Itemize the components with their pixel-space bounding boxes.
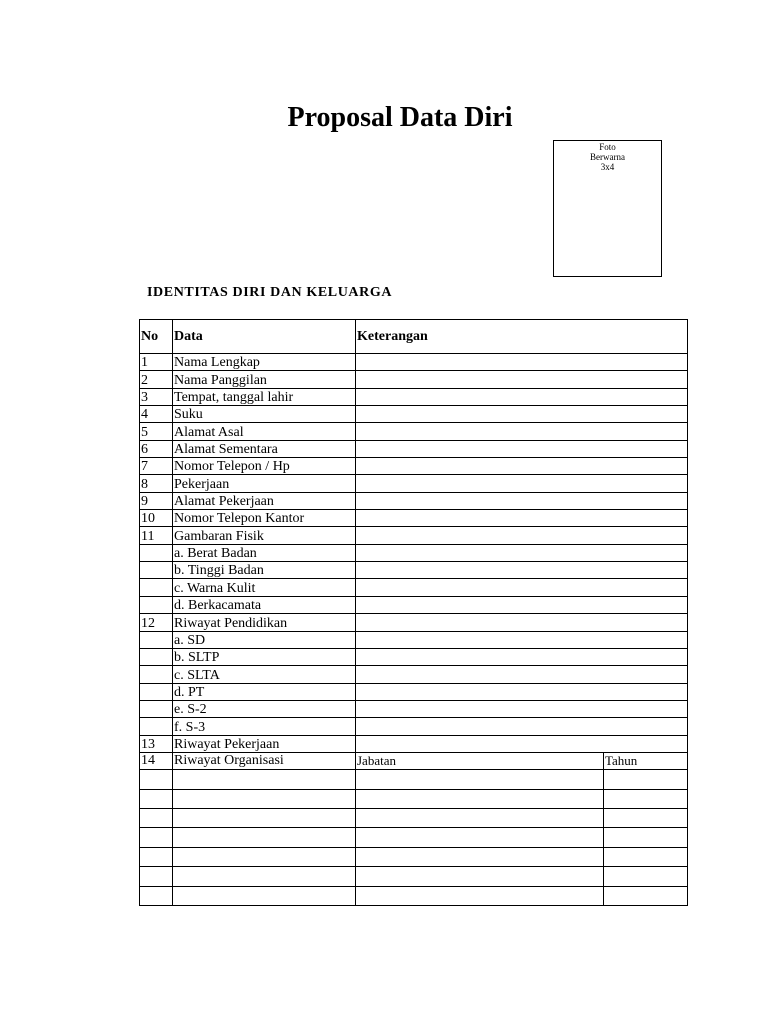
blank-no-cell[interactable] (140, 770, 173, 789)
table-row (140, 423, 688, 440)
table-row (140, 354, 688, 371)
table-row (140, 440, 688, 457)
organisasi-name-field[interactable] (173, 828, 356, 847)
row-keterangan-field[interactable] (356, 579, 688, 596)
row-data-label: c. Warna Kulit (173, 579, 356, 596)
table-header-row (140, 320, 688, 354)
photo-label-line1: Foto (599, 142, 616, 152)
organisasi-name-field[interactable] (173, 770, 356, 789)
organisasi-entry-row (140, 789, 688, 808)
row-keterangan-field[interactable] (356, 596, 688, 613)
table-row (140, 406, 688, 423)
tahun-header: Tahun (604, 752, 688, 769)
tahun-field[interactable] (604, 828, 688, 847)
table-row (140, 492, 688, 509)
row-number: 8 (140, 475, 173, 492)
row-number: 5 (140, 423, 173, 440)
row-number (140, 562, 173, 579)
row-keterangan-field[interactable] (356, 423, 688, 440)
row-number: 13 (140, 735, 173, 752)
row-number: 14 (140, 752, 173, 769)
blank-no-cell[interactable] (140, 828, 173, 847)
row-keterangan-field[interactable] (356, 527, 688, 544)
row-number: 9 (140, 492, 173, 509)
tahun-field[interactable] (604, 770, 688, 789)
table-row (140, 614, 688, 631)
table-row (140, 510, 688, 527)
table-row (140, 735, 688, 752)
table-row (140, 527, 688, 544)
row-data-label: Suku (173, 406, 356, 423)
row-keterangan-field[interactable] (356, 475, 688, 492)
page-title: Proposal Data Diri (287, 102, 513, 133)
row-keterangan-field[interactable] (356, 458, 688, 475)
row-keterangan-field[interactable] (356, 700, 688, 717)
table-row (140, 388, 688, 405)
table-row (140, 700, 688, 717)
row-data-label: Alamat Sementara (173, 440, 356, 457)
row-data-label: b. SLTP (173, 648, 356, 665)
row-keterangan-field[interactable] (356, 510, 688, 527)
row-number: 6 (140, 440, 173, 457)
row-number (140, 544, 173, 561)
header-data: Data (173, 320, 356, 354)
row-data-label: d. PT (173, 683, 356, 700)
table-row (140, 718, 688, 735)
row-keterangan-field[interactable] (356, 614, 688, 631)
row-number: 3 (140, 388, 173, 405)
table-row (140, 475, 688, 492)
row-data-label: Gambaran Fisik (173, 527, 356, 544)
row-number (140, 596, 173, 613)
row-data-label: Nomor Telepon / Hp (173, 458, 356, 475)
row-data-label: Nama Panggilan (173, 371, 356, 388)
table-row (140, 579, 688, 596)
row-keterangan-field[interactable] (356, 354, 688, 371)
row-number: 1 (140, 354, 173, 371)
section-title: IDENTITAS DIRI DAN KELUARGA (147, 285, 393, 300)
table-row-organisasi (140, 752, 688, 769)
row-data-label: Riwayat Pekerjaan (173, 735, 356, 752)
row-data-label: Tempat, tanggal lahir (173, 388, 356, 405)
row-keterangan-field[interactable] (356, 718, 688, 735)
photo-label-line3: 3x4 (600, 162, 615, 172)
row-keterangan-field[interactable] (356, 631, 688, 648)
row-keterangan-field[interactable] (356, 648, 688, 665)
row-data-label: Pekerjaan (173, 475, 356, 492)
jabatan-field[interactable] (356, 886, 604, 905)
tahun-field[interactable] (604, 789, 688, 808)
organisasi-name-field[interactable] (173, 789, 356, 808)
blank-no-cell[interactable] (140, 809, 173, 828)
organisasi-name-field[interactable] (173, 886, 356, 905)
row-number (140, 648, 173, 665)
tahun-field[interactable] (604, 809, 688, 828)
row-data-label: e. S-2 (173, 700, 356, 717)
table-row (140, 562, 688, 579)
row-data-label: Riwayat Pendidikan (173, 614, 356, 631)
row-number (140, 718, 173, 735)
row-data-label: a. SD (173, 631, 356, 648)
row-number (140, 579, 173, 596)
blank-no-cell[interactable] (140, 867, 173, 886)
row-number: 4 (140, 406, 173, 423)
row-data-label: Alamat Pekerjaan (173, 492, 356, 509)
blank-no-cell[interactable] (140, 847, 173, 866)
organisasi-entry-row (140, 886, 688, 905)
row-keterangan-field[interactable] (356, 371, 688, 388)
jabatan-field[interactable] (356, 847, 604, 866)
row-data-label: Nomor Telepon Kantor (173, 510, 356, 527)
organisasi-entry-row (140, 809, 688, 828)
header-no: No (140, 320, 173, 354)
organisasi-name-field[interactable] (173, 847, 356, 866)
row-data-label: d. Berkacamata (173, 596, 356, 613)
blank-no-cell[interactable] (140, 886, 173, 905)
row-keterangan-field[interactable] (356, 735, 688, 752)
row-data-label: Nama Lengkap (173, 354, 356, 371)
identity-table (139, 319, 688, 906)
row-number: 12 (140, 614, 173, 631)
row-keterangan-field[interactable] (356, 683, 688, 700)
row-keterangan-field[interactable] (356, 544, 688, 561)
table-row (140, 666, 688, 683)
row-data-label: Alamat Asal (173, 423, 356, 440)
organisasi-name-field[interactable] (173, 809, 356, 828)
organisasi-entry-row (140, 828, 688, 847)
table-row (140, 371, 688, 388)
row-number: 10 (140, 510, 173, 527)
blank-no-cell[interactable] (140, 789, 173, 808)
table-row (140, 631, 688, 648)
table-row (140, 596, 688, 613)
jabatan-field[interactable] (356, 770, 604, 789)
row-number (140, 666, 173, 683)
row-keterangan-field[interactable] (356, 492, 688, 509)
table-row (140, 648, 688, 665)
tahun-field[interactable] (604, 847, 688, 866)
row-number (140, 700, 173, 717)
organisasi-entry-row (140, 770, 688, 789)
row-data-label: c. SLTA (173, 666, 356, 683)
row-keterangan-field[interactable] (356, 440, 688, 457)
jabatan-field[interactable] (356, 828, 604, 847)
organisasi-entry-row (140, 867, 688, 886)
jabatan-field[interactable] (356, 789, 604, 808)
row-data-label: b. Tinggi Badan (173, 562, 356, 579)
row-keterangan-field[interactable] (356, 406, 688, 423)
row-keterangan-field[interactable] (356, 388, 688, 405)
table-row (140, 683, 688, 700)
photo-label-line2: Berwarna (590, 152, 625, 162)
row-keterangan-field[interactable] (356, 562, 688, 579)
row-data-label: a. Berat Badan (173, 544, 356, 561)
row-number: 11 (140, 527, 173, 544)
jabatan-field[interactable] (356, 809, 604, 828)
row-number: 2 (140, 371, 173, 388)
header-keterangan: Keterangan (356, 320, 688, 354)
row-number (140, 631, 173, 648)
row-number: 7 (140, 458, 173, 475)
organisasi-entry-row (140, 847, 688, 866)
row-data-label: f. S-3 (173, 718, 356, 735)
tahun-field[interactable] (604, 886, 688, 905)
table-row (140, 458, 688, 475)
row-number (140, 683, 173, 700)
jabatan-field[interactable] (356, 867, 604, 886)
table-row (140, 544, 688, 561)
organisasi-name-field[interactable] (173, 867, 356, 886)
row-data-label: Riwayat Organisasi (173, 752, 356, 769)
tahun-field[interactable] (604, 867, 688, 886)
photo-placeholder (553, 140, 662, 277)
jabatan-header: Jabatan (356, 752, 604, 769)
row-keterangan-field[interactable] (356, 666, 688, 683)
